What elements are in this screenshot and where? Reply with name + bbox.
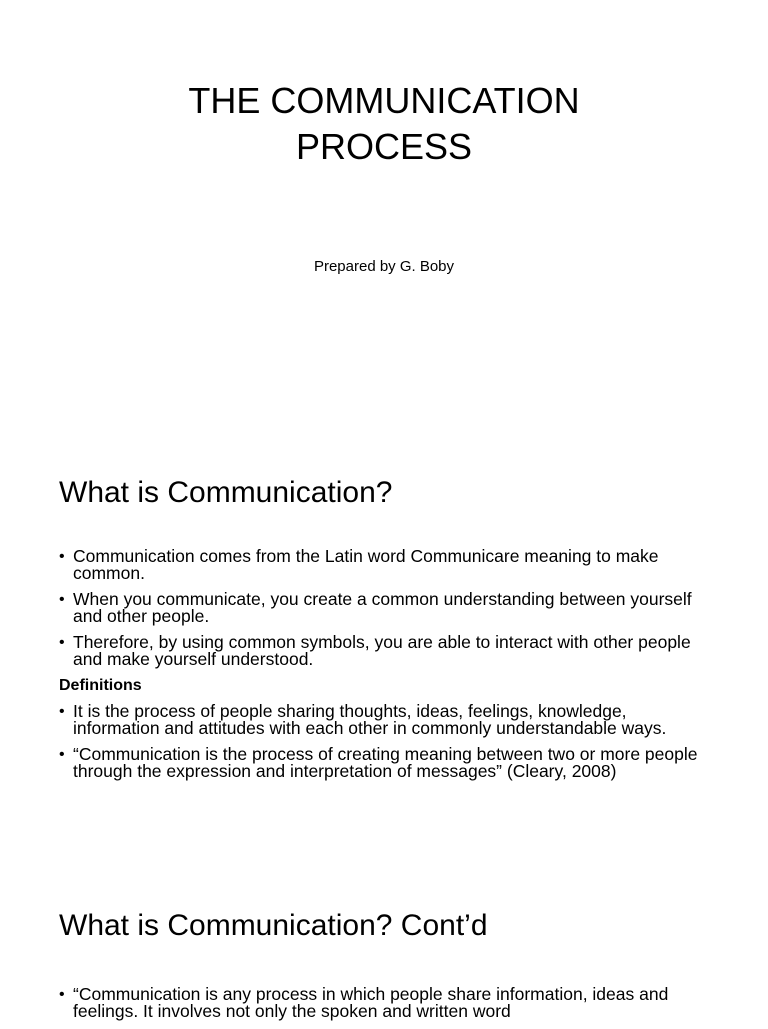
bullet-list: [59, 986, 709, 1020]
bullet-icon: •: [59, 746, 65, 763]
list-item: [59, 986, 709, 1020]
list-item: [59, 591, 709, 625]
bullet-text: “Communication is any process in which people share information, ideas and feelings. It involves not only the spoken and written word: [73, 984, 669, 1021]
bullet-icon: •: [59, 986, 65, 1003]
list-item: [59, 548, 709, 582]
title-slide: [0, 0, 768, 432]
slide-heading: What is Communication? Cont’d: [59, 909, 488, 942]
bullet-text: Communication comes from the Latin word Communicare meaning to make common.: [73, 546, 659, 583]
bullet-icon: •: [59, 591, 65, 608]
slide-body: [59, 548, 709, 789]
definitions-list: [59, 703, 709, 780]
presentation-title: [0, 78, 768, 170]
title-line-2: PROCESS: [295, 126, 473, 167]
bullet-text: When you communicate, you create a common understanding between yourself and other people.: [73, 589, 692, 626]
bullet-text: It is the process of people sharing thoughts, ideas, feelings, knowledge, information and attitudes with each other in commonly understandable ways.: [73, 701, 667, 738]
list-item: [59, 703, 709, 737]
list-item: [59, 746, 709, 780]
slide-what-is-communication: [0, 432, 768, 864]
slide-heading: What is Communication?: [59, 476, 393, 509]
bullet-list: [59, 548, 709, 668]
slide-body: [59, 986, 709, 1029]
bullet-icon: •: [59, 634, 65, 651]
list-item: [59, 634, 709, 668]
definitions-label: Definitions: [59, 677, 142, 694]
bullet-icon: •: [59, 703, 65, 720]
bullet-icon: •: [59, 548, 65, 565]
bullet-text: “Communication is the process of creating meaning between two or more people through the expression and interpretation of messages” (Cleary, 2008): [73, 744, 698, 781]
bullet-text: Therefore, by using common symbols, you are able to interact with other people and make yourself understood.: [73, 632, 691, 669]
title-line-1: THE COMMUNICATION: [188, 80, 580, 121]
author-subtitle: Prepared by G. Boby: [313, 258, 455, 275]
slide-what-is-communication-contd: [0, 864, 768, 1024]
